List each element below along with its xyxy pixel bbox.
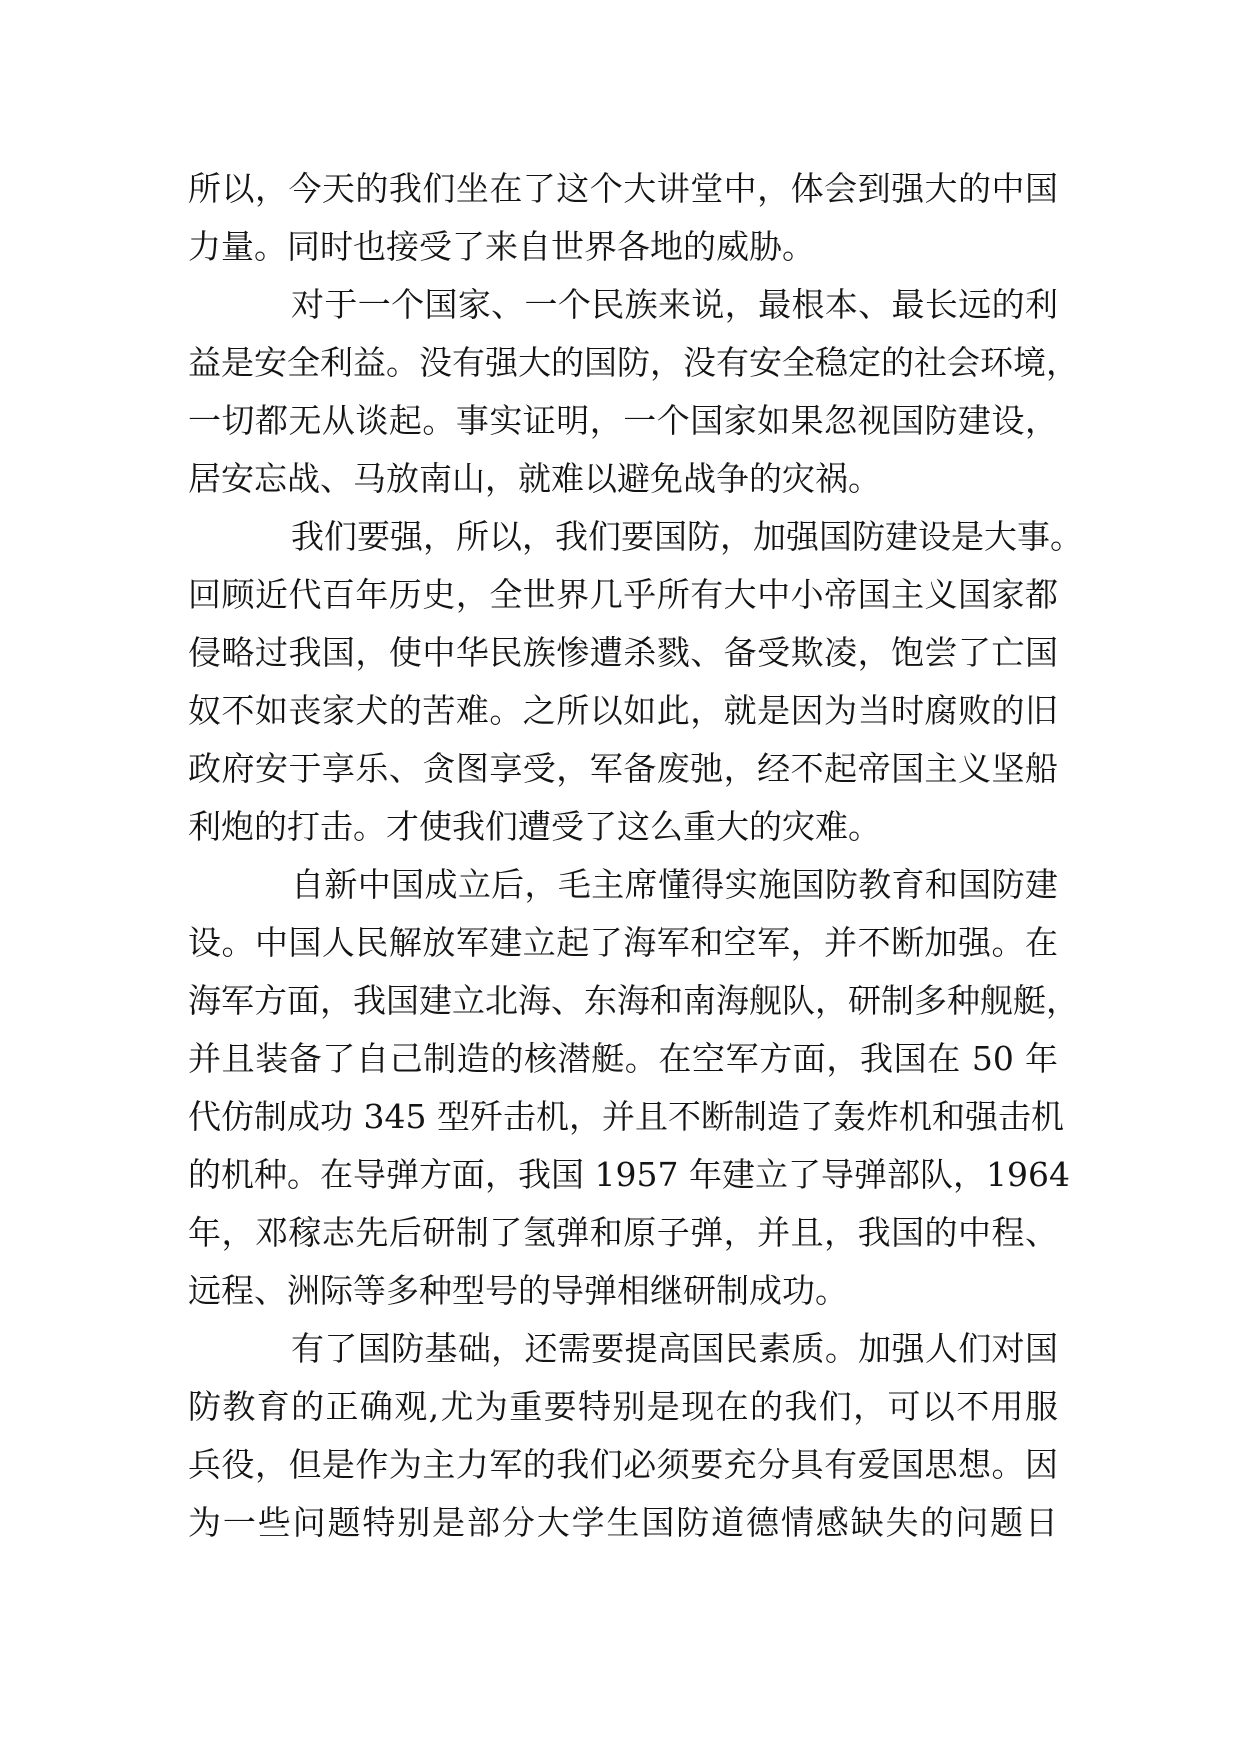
text-line: 防教育的正确观,尤为重要特别是现在的我们，可以不用服 bbox=[188, 1387, 1058, 1426]
text-line: 自新中国成立后，毛主席懂得实施国防教育和国防建 bbox=[291, 865, 1058, 904]
text-line: 有了国防基础，还需要提高国民素质。加强人们对国 bbox=[291, 1329, 1058, 1368]
text-line: 设。中国人民解放军建立起了海军和空军，并不断加强。在 bbox=[188, 923, 1058, 962]
text-line: 并且装备了自己制造的核潜艇。在空军方面，我国在 50 年 bbox=[188, 1039, 1058, 1078]
text-line: 我们要强，所以，我们要国防，加强国防建设是大事。 bbox=[291, 517, 1083, 556]
text-line: 为一些问题特别是部分大学生国防道德情感缺失的问题日 bbox=[188, 1503, 1058, 1542]
body-text bbox=[188, 160, 1083, 1552]
text-line: 利炮的打击。才使我们遭受了这么重大的灾难。 bbox=[188, 807, 881, 846]
text-line: 远程、洲际等多种型号的导弹相继研制成功。 bbox=[188, 1271, 848, 1310]
text-line: 对于一个国家、一个民族来说，最根本、最长远的利 bbox=[291, 285, 1058, 324]
text-line: 奴不如丧家犬的苦难。之所以如此，就是因为当时腐败的旧 bbox=[188, 691, 1058, 730]
text-line: 力量。同时也接受了来自世界各地的威胁。 bbox=[188, 227, 815, 266]
text-line: 兵役，但是作为主力军的我们必须要充分具有爱国思想。因 bbox=[188, 1445, 1058, 1484]
text-line: 年，邓稼志先后研制了氢弹和原子弹，并且，我国的中程、 bbox=[188, 1213, 1058, 1252]
text-line: 的机种。在导弹方面，我国 1957 年建立了导弹部队，1964 bbox=[188, 1155, 1070, 1194]
text-line: 海军方面，我国建立北海、东海和南海舰队，研制多种舰艇， bbox=[188, 981, 1079, 1020]
text-line: 居安忘战、马放南山，就难以避免战争的灾祸。 bbox=[188, 459, 881, 498]
text-line: 所以，今天的我们坐在了这个大讲堂中，体会到强大的中国 bbox=[188, 169, 1058, 208]
text-line: 回顾近代百年历史，全世界几乎所有大中小帝国主义国家都 bbox=[188, 575, 1058, 614]
text-line: 政府安于享乐、贪图享受，军备废弛，经不起帝国主义坚船 bbox=[188, 749, 1058, 788]
text-line: 益是安全利益。没有强大的国防，没有安全稳定的社会环境， bbox=[188, 343, 1079, 382]
text-line: 侵略过我国，使中华民族惨遭杀戮、备受欺凌，饱尝了亡国 bbox=[188, 633, 1058, 672]
text-line: 一切都无从谈起。事实证明，一个国家如果忽视国防建设， bbox=[188, 401, 1058, 440]
text-line: 代仿制成功 345 型歼击机，并且不断制造了轰炸机和强击机 bbox=[188, 1097, 1064, 1136]
